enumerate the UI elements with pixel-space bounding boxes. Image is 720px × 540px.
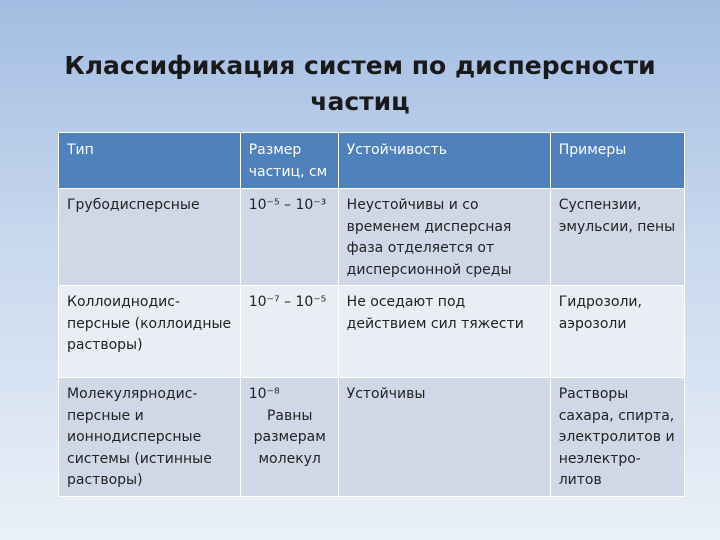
slide-title-line-2: частиц bbox=[310, 87, 410, 116]
row-stability-cell: Устойчивы bbox=[338, 378, 550, 497]
header-size: Размер частиц, см bbox=[240, 133, 338, 189]
slide-title bbox=[0, 48, 720, 120]
size-note: Равны размерам молекул bbox=[253, 407, 326, 467]
header-stability: Устойчивость bbox=[338, 133, 550, 189]
row-type-cell: Молекулярнодис-персные и ионнодисперсные системы (истинные растворы) bbox=[59, 378, 241, 497]
table-row bbox=[59, 378, 685, 497]
table-header-row bbox=[59, 133, 685, 189]
size-value: 10⁻⁸ bbox=[248, 386, 280, 402]
size-value: 10⁻⁷ – 10⁻⁵ bbox=[248, 294, 327, 310]
row-type-cell: Коллоиднодис-персные (коллоидные растворы) bbox=[59, 286, 241, 378]
row-stability-cell: Неустойчивы и со временем дисперсная фаза отделяется от дисперсионной среды bbox=[338, 189, 550, 286]
row-examples-cell: Гидрозоли, аэрозоли bbox=[550, 286, 684, 378]
row-examples-cell: Растворы сахара, спирта, электролитов и неэлектро-литов bbox=[550, 378, 684, 497]
slide-title-line-1: Классификация систем по дисперсности bbox=[64, 51, 656, 80]
row-size-cell bbox=[240, 189, 338, 286]
row-stability-cell: Не оседают под действием сил тяжести bbox=[338, 286, 550, 378]
header-examples: Примеры bbox=[550, 133, 684, 189]
row-size-cell bbox=[240, 378, 338, 497]
table-row bbox=[59, 189, 685, 286]
row-type-cell: Грубодисперсные bbox=[59, 189, 241, 286]
header-type: Тип bbox=[59, 133, 241, 189]
classification-table bbox=[58, 132, 685, 497]
size-value: 10⁻⁵ – 10⁻³ bbox=[248, 197, 327, 213]
row-size-cell bbox=[240, 286, 338, 378]
table-row bbox=[59, 286, 685, 378]
row-examples-cell: Суспензии, эмульсии, пены bbox=[550, 189, 684, 286]
